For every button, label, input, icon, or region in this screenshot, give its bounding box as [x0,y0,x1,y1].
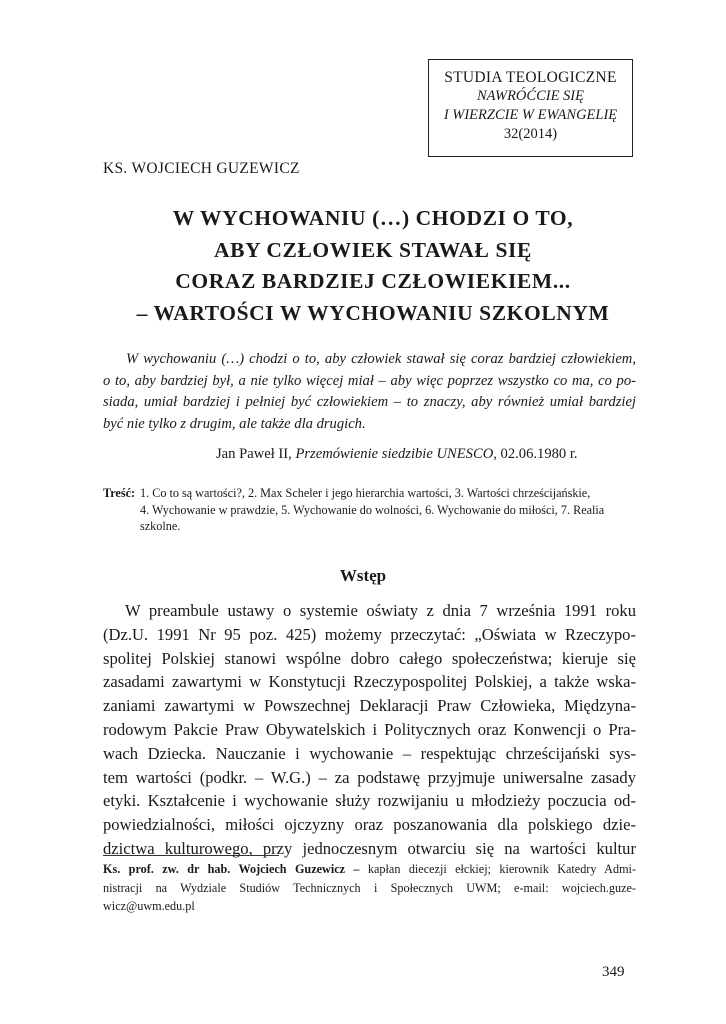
toc-line: 1. Co to są wartości?, 2. Max Scheler i jego hierarchia wartości, 3. Wartości chrześcijańskie, [140,486,591,500]
toc-line: 4. Wychowanie w prawdzie, 5. Wychowanie do wolności, 6. Wychowanie do miłości, 7. Realia [140,502,605,517]
body-line: powiedzialności, miłości ojczyzny oraz poszanowania dla polskiego dzie- [103,815,636,835]
footnote-author: Ks. prof. zw. dr hab. Wojciech Guzewicz – [103,862,360,876]
body-line: spolitej Polskiej stanowi wspólne dobro całego społeczeństwa; kieruje się [103,648,636,668]
author-name: KS. WOJCIECH GUZEWICZ [103,160,300,177]
motto-line: być nie tylko z drugim, ale także dla drugich. [103,415,366,432]
title-line: W WYCHOWANIU (…) CHODZI O TO, [172,206,574,230]
body-line: W preambule ustawy o systemie oświaty z dnia 7 września 1991 roku [125,601,636,620]
motto-source-author: Jan Paweł II, [216,446,296,462]
body-line: (Dz.U. 1991 Nr 95 poz. 425) możemy przeczytać: „Oświata w Rzeczypo- [103,624,636,644]
motto-line: siada, umiał bardziej i pełniej być człowiekiem – to znaczy, aby również umiał bardziej [103,394,636,410]
page-number: 349 [602,964,625,980]
body-line: tem wartości (podkr. – W.G.) – za podstawę przyjmuje uniwersalne zasady [103,767,636,787]
footnote-line: nistracji na Wydziale Studiów Technicznych i Społecznych UWM; e-mail: wojciech.guze- [103,880,636,895]
footnote-line [103,860,636,879]
title-line: – WARTOŚCI W WYCHOWANIU SZKOLNYM [136,300,610,325]
footnote-email: wicz@uwm.edu.pl [103,899,195,913]
journal-subtitle-line2: I WIERZCIE W EWANGELIĘ [443,107,618,123]
footnote-divider [103,855,279,856]
motto-source [216,446,578,463]
toc-line: szkolne. [140,519,181,533]
body-line: rodowym Pakcie Praw Obywatelskich i Politycznych oraz Konwencji o Pra- [103,719,636,739]
footnote-affiliation: kapłan diecezji ełckiej; kierownik Katedry Admi- [359,862,637,876]
motto-line: o to, aby bardziej był, a nie tylko więcej miał – aby więc poprzez wszystko co ma, co po- [103,372,636,389]
toc-label: Treść: [103,486,136,500]
article-title [90,203,656,329]
title-line: CORAZ BARDZIEJ CZŁOWIEKIEM... [175,269,571,293]
motto-source-date: , 02.06.1980 r. [493,446,578,462]
motto-source-work: Przemówienie siedzibie UNESCO [295,446,494,462]
author-footnote [103,860,636,916]
body-paragraph [103,599,636,861]
journal-info-box [428,59,633,157]
section-heading: Wstęp [339,566,387,585]
toc-body [140,485,636,535]
journal-subtitle-line1: NAWRÓĆCIE SIĘ [477,88,584,104]
journal-name: STUDIA TEOLOGICZNE [444,69,617,86]
motto-line: W wychowaniu (…) chodzi o to, aby człowiek stawał się coraz bardziej człowiekiem, [126,351,636,367]
body-line: zaniami zawartymi w Powszechnej Deklaracji Praw Człowieka, Międzyna- [103,696,636,716]
body-line: dzictwa kulturowego, przy jednoczesnym otwarciu się na wartości kultur [103,838,636,858]
motto-quote [103,349,636,435]
body-line: wach Dziecka. Nauczanie i wychowanie – respektując chrześcijański sys- [103,743,636,763]
body-line: etyki. Kształcenie i wychowanie służy rozwijaniu u młodzieży poczucia od- [103,791,636,811]
body-line: zasadami zawartymi w Konstytucji Rzeczypospolitej Polskiej, a także wska- [103,672,636,692]
title-line: ABY CZŁOWIEK STAWAŁ SIĘ [214,237,532,262]
journal-volume: 32(2014) [503,126,558,142]
